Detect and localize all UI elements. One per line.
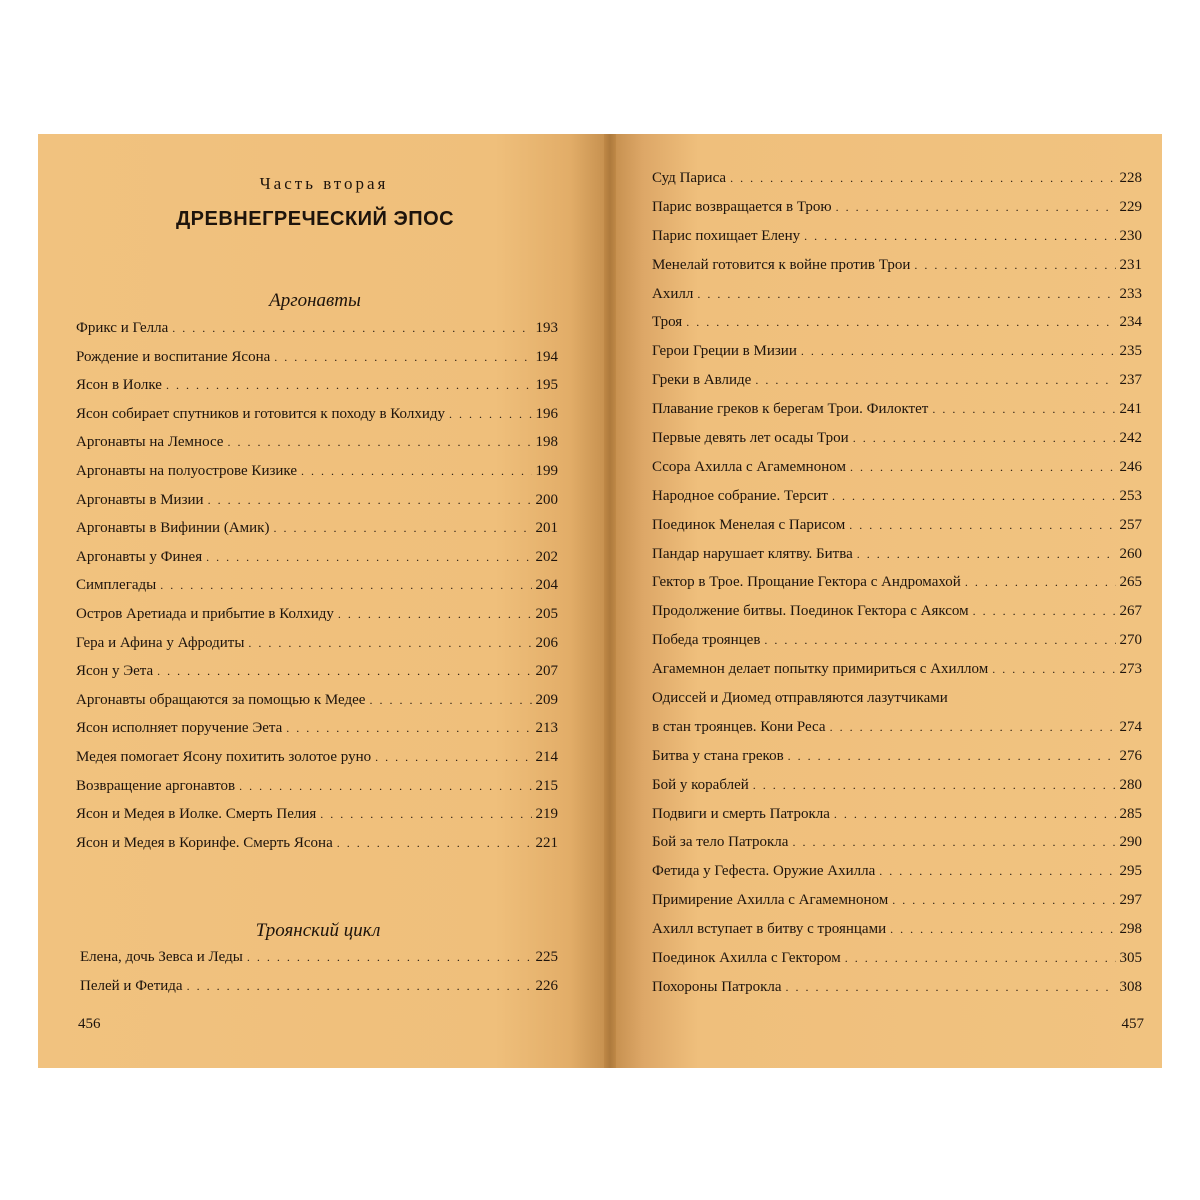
toc-leader-dots: [786, 980, 1116, 995]
toc-entry: [652, 199, 1142, 228]
toc-entry-title: Аргонавты в Мизии: [76, 491, 204, 508]
toc-entry-page: 237: [1119, 372, 1142, 389]
toc-entry-page: 257: [1119, 516, 1142, 533]
toc-leader-dots: [160, 578, 531, 593]
toc-entry-title: Фетида у Гефеста. Оружие Ахилла: [652, 863, 876, 880]
toc-entry-page: 276: [1119, 747, 1142, 764]
toc-entry: [652, 834, 1142, 863]
toc-entry-title: Гектор в Трое. Прощание Гектора с Андромахой: [652, 574, 961, 591]
toc-entry-page: 229: [1119, 198, 1142, 215]
toc-entry-title: Симплегады: [76, 577, 157, 594]
toc-entry-title: Ахилл: [652, 285, 694, 302]
toc-leader-dots: [788, 749, 1116, 764]
toc-entry: [652, 921, 1142, 950]
toc-entry-title: Аргонавты обращаются за помощью к Медее: [76, 691, 366, 708]
toc-entry: [76, 606, 558, 635]
toc-entry: [76, 720, 558, 749]
toc-entry-title: Ясон и Медея в Коринфе. Смерть Ясона: [76, 834, 333, 851]
toc-entry-title: Ясон исполняет поручение Эета: [76, 720, 283, 737]
toc-entry-page: 219: [535, 806, 558, 823]
toc-entry-title: Парис возвращается в Трою: [652, 198, 832, 215]
toc-entry: [652, 863, 1142, 892]
toc-leader-dots: [166, 378, 532, 393]
toc-entry-page: 200: [535, 491, 558, 508]
toc-entry: [652, 286, 1142, 315]
toc-leader-dots: [239, 779, 531, 794]
toc-entry: [652, 517, 1142, 546]
toc-entry-title: Аргонавты у Финея: [76, 548, 203, 565]
toc-leader-dots: [857, 547, 1116, 562]
toc-leader-dots: [992, 662, 1115, 677]
toc-entry-title: Агамемнон делает попытку примириться с Ахиллом: [652, 661, 989, 678]
toc-entry-page: 298: [1119, 921, 1142, 938]
toc-entry-page: 242: [1119, 430, 1142, 447]
toc-entry: [652, 488, 1142, 517]
toc-entry-title: Ясон у Эета: [76, 663, 154, 680]
toc-entry-page: 273: [1119, 661, 1142, 678]
toc-entry: [76, 434, 558, 463]
toc-entry-title: Парис похищает Елену: [652, 227, 801, 244]
toc-entry: [652, 748, 1142, 777]
toc-entry-page: 202: [535, 548, 558, 565]
toc-entry-page: 206: [535, 634, 558, 651]
toc-list-right: [652, 170, 1142, 1008]
toc-entry-page: 205: [535, 605, 558, 622]
toc-entry-page: 265: [1119, 574, 1142, 591]
toc-entry-page: 233: [1119, 285, 1142, 302]
part-label: Часть вторая: [259, 174, 389, 193]
toc-entry: [76, 577, 558, 606]
toc-entry-title: Поединок Менелая с Парисом: [652, 516, 846, 533]
toc-entry: [652, 777, 1142, 806]
open-book: [38, 134, 1162, 1068]
toc-leader-dots: [301, 464, 532, 479]
toc-entry-page: 280: [1119, 776, 1142, 793]
toc-entry-title: Герои Греции в Мизии: [652, 343, 797, 360]
toc-leader-dots: [932, 402, 1115, 417]
toc-list-argonauts: [76, 320, 558, 863]
toc-entry-page: 193: [535, 320, 558, 336]
toc-entry: [652, 228, 1142, 257]
toc-entry-title: Рождение и воспитание Ясона: [76, 348, 271, 365]
toc-entry: [76, 463, 558, 492]
toc-leader-dots: [890, 922, 1115, 937]
toc-leader-dots: [879, 864, 1115, 879]
toc-entry-page: 305: [1119, 950, 1142, 967]
toc-entry: [76, 549, 558, 578]
toc-entry-page: 221: [535, 834, 558, 851]
toc-entry-title: Битва у стана греков: [652, 747, 784, 764]
toc-leader-dots: [172, 321, 531, 336]
toc-entry: [76, 349, 558, 378]
toc-entry-page: 230: [1119, 227, 1142, 244]
toc-entry: [76, 406, 558, 435]
toc-leader-dots: [273, 521, 531, 536]
toc-entry-title: Плавание греков к берегам Трои. Филоктет: [652, 401, 929, 418]
toc-entry-title: Примирение Ахилла с Агамемноном: [652, 892, 889, 909]
toc-entry-title: Менелай готовится к войне против Трои: [652, 256, 911, 273]
toc-entry-page: 285: [1119, 805, 1142, 822]
toc-entry-page: 199: [535, 462, 558, 479]
toc-entry: [76, 320, 558, 349]
page-number-left: 456: [78, 1016, 101, 1032]
toc-leader-dots: [755, 373, 1115, 388]
toc-entry: [652, 372, 1142, 401]
toc-entry: [652, 661, 1142, 690]
toc-entry-title: Одиссей и Диомед отправляются лазутчиками: [652, 690, 948, 707]
toc-entry-title: Бой за тело Патрокла: [652, 834, 789, 851]
toc-entry-title: Ссора Ахилла с Агамемноном: [652, 458, 846, 475]
toc-entry-page: 231: [1119, 256, 1142, 273]
toc-entry-page: 213: [535, 720, 558, 737]
toc-leader-dots: [804, 229, 1115, 244]
toc-entry: [652, 806, 1142, 835]
toc-leader-dots: [286, 721, 531, 736]
toc-leader-dots: [206, 550, 531, 565]
toc-entry: [652, 459, 1142, 488]
toc-entry: [76, 835, 558, 864]
toc-leader-dots: [836, 200, 1116, 215]
toc-entry-page: 270: [1119, 632, 1142, 649]
toc-entry-page: 225: [535, 949, 558, 965]
toc-leader-dots: [248, 636, 531, 651]
toc-entry-page: 204: [535, 577, 558, 594]
toc-entry-title: Пелей и Фетида: [80, 977, 183, 994]
toc-entry-page: 235: [1119, 343, 1142, 360]
toc-entry-page: 234: [1119, 314, 1142, 331]
toc-leader-dots: [753, 778, 1116, 793]
toc-entry: [76, 492, 558, 521]
toc-entry: [76, 749, 558, 778]
toc-entry-page: 209: [535, 691, 558, 708]
toc-leader-dots: [965, 575, 1116, 590]
toc-leader-dots: [369, 693, 531, 708]
toc-leader-dots: [320, 807, 531, 822]
toc-entry: [652, 892, 1142, 921]
toc-entry-page: 215: [535, 777, 558, 794]
toc-entry-page: 194: [535, 348, 558, 365]
toc-entry-title: Остров Аретиада и прибытие в Колхиду: [76, 605, 334, 622]
toc-entry: [76, 692, 558, 721]
toc-entry-title: Поединок Ахилла с Гектором: [652, 950, 841, 967]
toc-leader-dots: [850, 460, 1116, 475]
section-heading-argonauts: Аргонавты: [269, 290, 361, 311]
toc-entry-page: 267: [1119, 603, 1142, 620]
toc-leader-dots: [845, 951, 1116, 966]
toc-entry: [652, 343, 1142, 372]
toc-entry-title: Ясон собирает спутников и готовится к походу в Колхиду: [76, 405, 446, 422]
toc-entry-page: 274: [1119, 718, 1142, 735]
toc-entry-page: 260: [1119, 545, 1142, 562]
toc-entry-title: Первые девять лет осады Трои: [652, 430, 849, 447]
toc-leader-dots: [697, 287, 1115, 302]
toc-entry-title: в стан троянцев. Кони Реса: [652, 718, 826, 735]
toc-entry: [80, 978, 558, 1007]
toc-leader-dots: [792, 835, 1115, 850]
toc-leader-dots: [686, 315, 1115, 330]
toc-entry-title: Гера и Афина у Афродиты: [76, 634, 245, 651]
toc-leader-dots: [834, 807, 1116, 822]
toc-leader-dots: [187, 979, 532, 994]
toc-entry-page: 241: [1119, 401, 1142, 418]
toc-leader-dots: [730, 171, 1115, 186]
toc-entry-title: Ясон в Иолке: [76, 377, 162, 394]
toc-entry-page: 214: [535, 748, 558, 765]
toc-entry: [652, 574, 1142, 603]
toc-entry-page: 297: [1119, 892, 1142, 909]
toc-entry: [76, 520, 558, 549]
toc-entry-title: Возвращение аргонавтов: [76, 777, 236, 794]
toc-entry-page: 290: [1119, 834, 1142, 851]
toc-entry-page: 207: [535, 663, 558, 680]
toc-entry-page: 195: [535, 377, 558, 394]
toc-leader-dots: [337, 836, 532, 851]
page-number-right: 457: [1121, 1016, 1144, 1032]
toc-entry-title: Троя: [652, 314, 683, 331]
left-page: [38, 134, 610, 1068]
toc-entry-title: Аргонавты на полуострове Кизике: [76, 462, 297, 479]
toc-entry-title: Победа троянцев: [652, 632, 761, 649]
toc-entry-page: 295: [1119, 863, 1142, 880]
section-heading-trojan-cycle: Троянский цикл: [255, 920, 381, 941]
toc-entry: [652, 690, 1142, 719]
toc-entry: [80, 949, 558, 978]
toc-entry-title: Аргонавты на Лемносе: [76, 434, 224, 451]
toc-entry: [652, 632, 1142, 661]
toc-entry: [652, 546, 1142, 575]
toc-entry-title: Похороны Патрокла: [652, 978, 782, 995]
toc-entry: [652, 314, 1142, 343]
toc-entry: [652, 401, 1142, 430]
book-gutter: [604, 134, 616, 1068]
toc-entry: [76, 806, 558, 835]
toc-leader-dots: [892, 893, 1115, 908]
toc-entry: [76, 377, 558, 406]
toc-leader-dots: [157, 664, 531, 679]
toc-leader-dots: [338, 607, 532, 622]
page-title: ДРЕВНЕГРЕЧЕСКИЙ ЭПОС: [175, 208, 455, 230]
toc-entry: [652, 257, 1142, 286]
toc-leader-dots: [849, 518, 1115, 533]
toc-leader-dots: [832, 489, 1116, 504]
toc-list-trojan-cycle: [80, 949, 558, 1006]
toc-entry: [652, 430, 1142, 459]
toc-leader-dots: [764, 633, 1115, 648]
toc-leader-dots: [247, 950, 532, 965]
toc-entry: [76, 663, 558, 692]
toc-entry-page: 228: [1119, 170, 1142, 186]
toc-entry: [652, 979, 1142, 1008]
toc-entry-page: 253: [1119, 487, 1142, 504]
toc-entry-page: 198: [535, 434, 558, 451]
toc-leader-dots: [274, 350, 531, 365]
toc-entry-page: 246: [1119, 458, 1142, 475]
toc-entry-title: Греки в Авлиде: [652, 372, 752, 389]
toc-leader-dots: [208, 493, 532, 508]
toc-entry-title: Елена, дочь Зевса и Леды: [80, 949, 243, 965]
toc-entry-title: Суд Париса: [652, 170, 727, 186]
toc-entry-title: Продолжение битвы. Поединок Гектора с Аяксом: [652, 603, 969, 620]
toc-leader-dots: [973, 604, 1116, 619]
toc-leader-dots: [853, 431, 1116, 446]
toc-entry: [76, 635, 558, 664]
toc-entry-page: 196: [535, 405, 558, 422]
toc-entry-title: Народное собрание. Терсит: [652, 487, 828, 504]
toc-entry-title: Пандар нарушает клятву. Битва: [652, 545, 853, 562]
toc-entry-title: Подвиги и смерть Патрокла: [652, 805, 830, 822]
toc-entry: [76, 778, 558, 807]
toc-entry: [652, 603, 1142, 632]
toc-leader-dots: [375, 750, 531, 765]
toc-entry-title: Бой у кораблей: [652, 776, 749, 793]
toc-entry-title: Аргонавты в Вифинии (Амик): [76, 520, 270, 537]
toc-leader-dots: [801, 344, 1116, 359]
toc-entry-title: Медея помогает Ясону похитить золотое руно: [76, 748, 372, 765]
toc-entry: [652, 170, 1142, 199]
toc-entry-page: 201: [535, 520, 558, 537]
toc-leader-dots: [830, 720, 1116, 735]
toc-entry-page: 226: [535, 977, 558, 994]
toc-entry-title: Ясон и Медея в Иолке. Смерть Пелия: [76, 806, 317, 823]
toc-entry-title: Ахилл вступает в битву с троянцами: [652, 921, 887, 938]
toc-entry-page: 308: [1119, 978, 1142, 995]
toc-entry: [652, 950, 1142, 979]
toc-leader-dots: [227, 435, 531, 450]
toc-leader-dots: [914, 258, 1115, 273]
toc-entry-title: Фрикс и Гелла: [76, 320, 169, 336]
toc-leader-dots: [449, 407, 531, 422]
toc-entry: [652, 719, 1142, 748]
